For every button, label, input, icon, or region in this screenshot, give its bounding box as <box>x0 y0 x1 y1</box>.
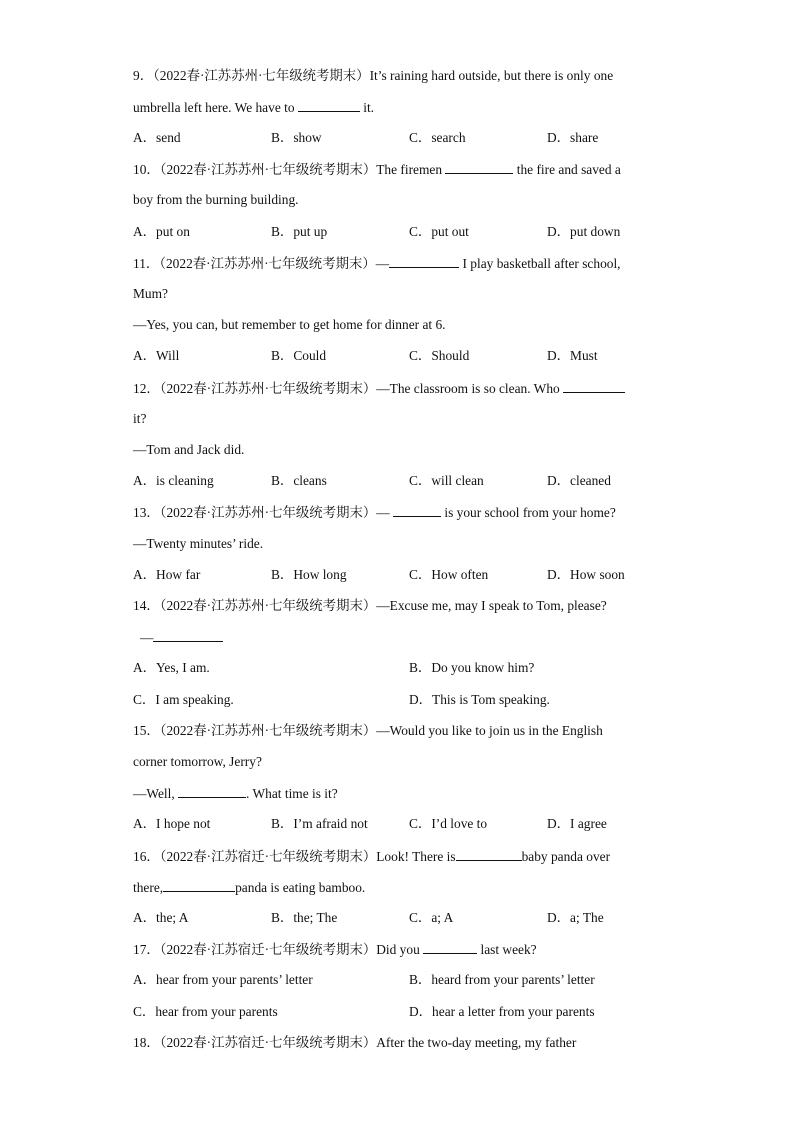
question-17-line-1 <box>133 940 537 959</box>
answer-blank <box>393 503 441 517</box>
question-stem: corner tomorrow, Jerry? <box>133 754 262 769</box>
option-c: C．put out <box>409 224 469 239</box>
question-15-line-2 <box>133 753 262 771</box>
question-12-line-3 <box>133 441 244 459</box>
question-stem: Did you <box>376 942 424 957</box>
question-9-line-1 <box>133 67 613 85</box>
question-stem: boy from the burning building. <box>133 192 299 207</box>
option-a: A．How far <box>133 567 201 582</box>
option-b: B．I’m afraid not <box>271 816 368 831</box>
option-d: D．How soon <box>547 567 625 582</box>
question-number: 18． <box>133 1035 160 1050</box>
question-14-line-1 <box>133 597 607 615</box>
answer-blank <box>563 379 625 393</box>
question-source: （2022春·江苏苏州·七年级统考期末） <box>159 162 377 177</box>
option-a: A．I hope not <box>133 816 211 831</box>
question-10-line-1 <box>133 160 621 179</box>
question-stem: It’s raining hard outside, but there is only one <box>369 68 614 83</box>
question-11-line-1 <box>133 254 621 273</box>
option-d: D．hear a letter from your parents <box>409 1004 595 1019</box>
option-d: D．This is Tom speaking. <box>409 692 550 707</box>
question-stem: there, <box>133 880 164 895</box>
answer-blank <box>153 628 223 642</box>
option-a: A．Will <box>133 348 180 363</box>
question-number: 11． <box>133 256 160 271</box>
question-stem: it. <box>359 100 375 115</box>
option-b: B．heard from your parents’ letter <box>409 972 595 987</box>
option-c: C．search <box>409 130 466 145</box>
option-b: B．How long <box>271 567 347 582</box>
question-10-line-2 <box>133 191 299 209</box>
question-stem: Mum? <box>133 286 168 301</box>
option-a: A．Yes, I am. <box>133 660 210 675</box>
option-b: B．put up <box>271 224 328 239</box>
question-15-line-3 <box>133 784 338 803</box>
question-stem: After the two-day meeting, my father <box>376 1035 577 1050</box>
option-a: A．is cleaning <box>133 473 214 488</box>
question-source: （2022春·江苏宿迁·七年级统考期末） <box>159 1035 377 1050</box>
question-12-line-2 <box>133 410 146 428</box>
option-d: D．I agree <box>547 816 607 831</box>
question-stem: panda is eating bamboo. <box>235 880 366 895</box>
question-stem: last week? <box>477 942 537 957</box>
answer-blank <box>178 784 246 798</box>
question-stem: —Would you like to join us in the English <box>376 723 603 738</box>
option-d: D．put down <box>547 224 621 239</box>
question-14-line-2 <box>140 628 223 647</box>
question-stem: —Well, <box>133 786 179 801</box>
question-12-line-1 <box>133 379 625 398</box>
option-c: C．Should <box>409 348 470 363</box>
question-stem: —Tom and Jack did. <box>133 442 245 457</box>
question-stem: —Excuse me, may I speak to Tom, please? <box>376 598 607 613</box>
option-b: B．cleans <box>271 473 327 488</box>
question-stem: I play basketball after school, <box>459 256 621 271</box>
question-source: （2022春·江苏苏州·七年级统考期末） <box>153 68 370 83</box>
option-a: A．the; A <box>133 910 189 925</box>
question-number: 14． <box>133 598 160 613</box>
question-stem: — <box>376 505 393 520</box>
question-stem: the fire and saved a <box>513 162 621 177</box>
question-16-line-2 <box>133 878 365 897</box>
option-d: D．share <box>547 130 599 145</box>
answer-blank <box>423 940 477 954</box>
option-b: B．the; The <box>271 910 338 925</box>
option-c: C．hear from your parents <box>133 1004 278 1019</box>
question-source: （2022春·江苏宿迁·七年级统考期末） <box>159 942 377 957</box>
question-15-line-1 <box>133 722 603 740</box>
answer-blank <box>298 98 360 112</box>
question-number: 16． <box>133 849 160 864</box>
question-16-line-1 <box>133 847 610 866</box>
option-d: D．Must <box>547 348 598 363</box>
option-a: A．hear from your parents’ letter <box>133 972 313 987</box>
option-c: C．a; A <box>409 910 454 925</box>
question-9-line-2 <box>133 98 374 117</box>
answer-blank <box>389 254 459 268</box>
question-stem: The firemen <box>376 162 446 177</box>
question-stem: umbrella left here. We have to <box>133 100 298 115</box>
question-source: （2022春·江苏苏州·七年级统考期末） <box>159 598 377 613</box>
question-stem: baby panda over <box>521 849 611 864</box>
option-c: C．I am speaking. <box>133 692 234 707</box>
question-number: 17． <box>133 942 160 957</box>
option-c: C．will clean <box>409 473 484 488</box>
question-number: 10． <box>133 162 160 177</box>
question-stem: — <box>140 630 154 645</box>
question-stem: is your school from your home? <box>441 505 616 520</box>
question-number: 12． <box>133 381 160 396</box>
option-c: C．How often <box>409 567 489 582</box>
question-stem: —Twenty minutes’ ride. <box>133 536 264 551</box>
option-a: A．send <box>133 130 181 145</box>
question-number: 15． <box>133 723 160 738</box>
question-18-line-1 <box>133 1034 576 1052</box>
option-c: C．I’d love to <box>409 816 488 831</box>
question-stem: —Yes, you can, but remember to get home for dinner at 6. <box>133 317 446 332</box>
question-11-line-2 <box>133 285 168 303</box>
answer-blank <box>445 160 513 174</box>
question-number: 13． <box>133 505 160 520</box>
question-13-line-2 <box>133 535 263 553</box>
question-stem: it? <box>133 411 147 426</box>
option-a: A．put on <box>133 224 190 239</box>
question-source: （2022春·江苏苏州·七年级统考期末） <box>159 505 377 520</box>
question-stem: . What time is it? <box>246 786 338 801</box>
question-source: （2022春·江苏苏州·七年级统考期末） <box>159 723 377 738</box>
question-source: （2022春·江苏苏州·七年级统考期末） <box>159 256 376 271</box>
question-number: 9． <box>133 68 154 83</box>
question-13-line-1 <box>133 503 616 522</box>
question-source: （2022春·江苏苏州·七年级统考期末） <box>159 381 377 396</box>
option-d: D．a; The <box>547 910 604 925</box>
question-stem: Look! There is <box>376 849 456 864</box>
option-b: B．Could <box>271 348 327 363</box>
question-stem: —The classroom is so clean. Who <box>376 381 564 396</box>
option-b: B．Do you know him? <box>409 660 535 675</box>
question-11-line-3 <box>133 316 446 334</box>
option-b: B．show <box>271 130 322 145</box>
option-d: D．cleaned <box>547 473 611 488</box>
answer-blank <box>456 847 522 861</box>
question-stem: — <box>375 256 390 271</box>
question-source: （2022春·江苏宿迁·七年级统考期末） <box>159 849 377 864</box>
answer-blank <box>163 878 235 892</box>
